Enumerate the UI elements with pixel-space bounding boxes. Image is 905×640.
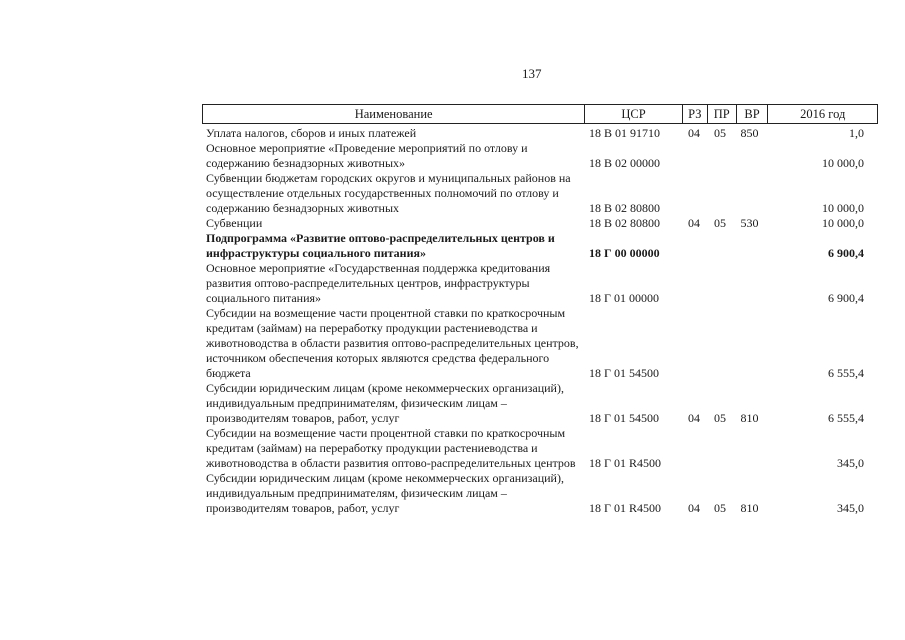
table-body <box>202 126 878 516</box>
table-row <box>202 261 878 306</box>
header-year: 2016 год <box>768 105 878 123</box>
row-amount: 6 900,4 <box>828 291 864 305</box>
row-amount: 10 000,0 <box>822 201 864 215</box>
table-row <box>202 126 878 141</box>
row-name: Основное мероприятие «Проведение мероприятий по отлову и содержанию безнадзорных животных» <box>206 141 528 170</box>
row-csr: 18 В 02 80800 <box>589 201 661 215</box>
table-row <box>202 471 878 516</box>
row-rz: 04 <box>688 411 700 425</box>
row-amount: 10 000,0 <box>822 216 864 230</box>
row-name: Субвенции <box>206 216 263 230</box>
row-vr: 810 <box>740 501 759 515</box>
row-name: Подпрограмма «Развитие оптово-распределительных центров и инфраструктуры социального питания» <box>206 231 555 260</box>
header-vr: ВР <box>737 105 769 123</box>
row-name: Субсидии на возмещение части процентной ставки по краткосрочным кредитам (займам) на переработку продукции растениеводства и животноводства в области развития оптово-распределительных центров <box>206 426 576 470</box>
row-name: Основное мероприятие «Государственная поддержка кредитования развития оптово-распределительных центров, инфраструктуры социального питания» <box>206 261 551 305</box>
budget-table <box>202 104 878 516</box>
row-csr: 18 Г 01 00000 <box>589 291 659 305</box>
page-number: 137 <box>522 66 542 81</box>
header-name: Наименование <box>203 105 585 123</box>
row-rz: 04 <box>688 126 700 140</box>
table-row <box>202 231 878 261</box>
row-rz: 04 <box>688 216 700 230</box>
table-row <box>202 141 878 171</box>
table-header <box>202 104 878 124</box>
row-csr: 18 Г 01 54500 <box>589 366 659 380</box>
row-amount: 10 000,0 <box>822 156 864 170</box>
row-name: Субсидии на возмещение части процентной ставки по краткосрочным кредитам (займам) на переработку продукции растениеводства и животноводства в области развития оптово-распределительных центров, источником обеспечения которых являются средства федерального бюджета <box>206 306 579 380</box>
row-rz: 04 <box>688 501 700 515</box>
row-csr: 18 В 02 80800 <box>589 216 661 230</box>
row-vr: 850 <box>740 126 759 140</box>
row-csr: 18 В 01 91710 <box>589 126 661 140</box>
row-name: Субсидии юридическим лицам (кроме некоммерческих организаций), индивидуальным предпринимателям, физическим лицам – производителям товаров, работ, услуг <box>206 381 564 425</box>
row-amount: 345,0 <box>837 456 864 470</box>
table-row <box>202 381 878 426</box>
table-row <box>202 426 878 471</box>
row-pr: 05 <box>714 411 726 425</box>
table-row <box>202 216 878 231</box>
row-csr: 18 Г 01 R4500 <box>589 501 661 515</box>
row-csr: 18 Г 00 00000 <box>589 246 660 260</box>
table-row <box>202 306 878 381</box>
header-rz: РЗ <box>683 105 708 123</box>
row-pr: 05 <box>714 126 726 140</box>
row-vr: 530 <box>740 216 759 230</box>
row-pr: 05 <box>714 501 726 515</box>
row-csr: 18 Г 01 R4500 <box>589 456 661 470</box>
row-amount: 345,0 <box>837 501 864 515</box>
row-csr: 18 В 02 00000 <box>589 156 661 170</box>
header-pr: ПР <box>708 105 737 123</box>
header-csr: ЦСР <box>585 105 683 123</box>
table-row <box>202 171 878 216</box>
row-name: Субвенции бюджетам городских округов и муниципальных районов на осуществление отдельных государственных полномочий по отлову и содержанию безнадзорных животных <box>206 171 571 215</box>
row-amount: 1,0 <box>849 126 864 140</box>
row-amount: 6 900,4 <box>828 246 864 260</box>
row-name: Субсидии юридическим лицам (кроме некоммерческих организаций), индивидуальным предпринимателям, физическим лицам – производителям товаров, работ, услуг <box>206 471 564 515</box>
row-csr: 18 Г 01 54500 <box>589 411 659 425</box>
row-amount: 6 555,4 <box>828 411 864 425</box>
row-name: Уплата налогов, сборов и иных платежей <box>206 126 417 140</box>
row-amount: 6 555,4 <box>828 366 864 380</box>
row-pr: 05 <box>714 216 726 230</box>
row-vr: 810 <box>740 411 759 425</box>
